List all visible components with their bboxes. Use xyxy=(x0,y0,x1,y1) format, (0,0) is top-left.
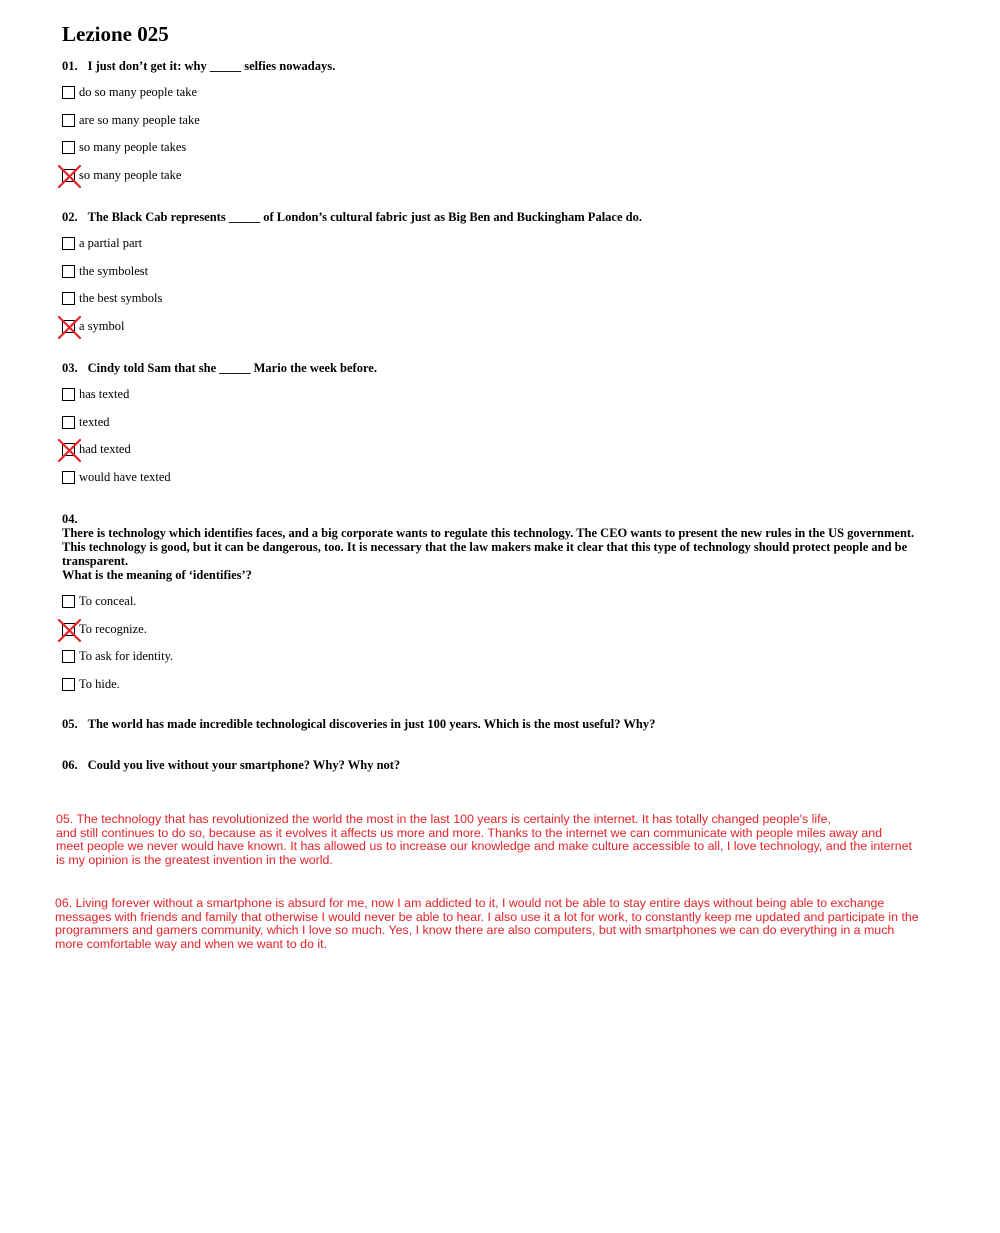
checkbox[interactable] xyxy=(62,320,75,333)
answer-option[interactable] xyxy=(62,469,942,485)
checkbox[interactable] xyxy=(62,114,75,127)
answer-option[interactable] xyxy=(62,236,942,252)
question-number: 02. xyxy=(62,210,78,224)
question-06 xyxy=(62,758,942,772)
option-label: texted xyxy=(79,414,110,429)
question-number: 01. xyxy=(62,59,78,73)
option-label: had texted xyxy=(79,442,131,456)
checkbox[interactable] xyxy=(62,595,75,608)
answer-line: is my opinion is the greatest invention in the world. xyxy=(56,852,333,867)
checkbox[interactable] xyxy=(62,416,75,429)
checkbox[interactable] xyxy=(62,265,75,278)
question-number: 03. xyxy=(62,361,78,375)
question-text xyxy=(62,758,942,772)
checkbox[interactable] xyxy=(62,237,75,250)
answer-line: programmers and gamers community, which I love so much. Yes, I know there are also computers, but with smartphones we can do everything in a much xyxy=(55,923,895,938)
checkbox[interactable] xyxy=(62,471,75,484)
option-label: do so many people take xyxy=(79,85,198,99)
checkbox[interactable] xyxy=(62,86,75,99)
checkbox[interactable] xyxy=(62,650,75,663)
question-03 xyxy=(62,361,942,485)
option-label: so many people takes xyxy=(79,140,187,154)
answer-line: and still continues to do so, because as it evolves it affects us more and more. Thanks to the internet we can communicate with people miles away and xyxy=(56,825,883,840)
x-mark-icon xyxy=(57,315,82,340)
question-prompt: What is the meaning of ‘identifies’? xyxy=(62,568,252,582)
answer-line: meet people we never would have known. It has allowed us to increase our knowledge and make culture accessible to all, I love technology, and the internet xyxy=(56,839,912,854)
option-label: To hide. xyxy=(79,676,120,691)
answer-option[interactable] xyxy=(62,318,942,334)
question-01 xyxy=(62,59,942,183)
option-label: To recognize. xyxy=(79,621,147,636)
option-label: a partial part xyxy=(79,236,143,250)
checkbox[interactable] xyxy=(62,141,75,154)
option-label: To ask for identity. xyxy=(79,649,174,663)
x-mark-icon xyxy=(57,438,82,463)
question-05 xyxy=(62,717,942,731)
reading-passage-line: There is technology which identifies faces, and a big corporate wants to regulate this technology. The CEO wants to present the new rules in the US government. xyxy=(62,526,915,540)
question-number: 05. xyxy=(62,717,78,731)
option-label: the symbolest xyxy=(79,263,149,278)
option-label: so many people take xyxy=(79,167,182,182)
answer-option[interactable] xyxy=(62,167,942,183)
question-text xyxy=(62,59,942,73)
answer-option[interactable] xyxy=(62,140,942,156)
answer-option[interactable] xyxy=(62,387,942,403)
question-text xyxy=(62,717,942,731)
question-stem: I just don’t get it: why _____ selfies nowadays. xyxy=(87,59,336,73)
option-label: a symbol xyxy=(79,318,125,333)
option-label: To conceal. xyxy=(79,594,137,608)
answer-option[interactable] xyxy=(62,291,942,307)
option-label: would have texted xyxy=(79,469,171,484)
reading-passage-line: This technology is good, but it can be dangerous, too. It is necessary that the law makers make it clear that this type of technology should protect people and be transparent. xyxy=(62,540,908,568)
x-mark-icon xyxy=(57,618,82,643)
answer-option[interactable] xyxy=(62,112,942,128)
question-stem: Cindy told Sam that she _____ Mario the week before. xyxy=(87,361,377,375)
answer-option[interactable] xyxy=(62,676,942,692)
checkbox[interactable] xyxy=(62,623,75,636)
answer-06-text xyxy=(55,897,995,951)
page-title: Lezione 025 xyxy=(62,22,169,46)
question-number: 06. xyxy=(62,758,78,772)
question-text xyxy=(62,512,942,582)
checkbox[interactable] xyxy=(62,388,75,401)
question-04 xyxy=(62,512,942,692)
checkbox[interactable] xyxy=(62,678,75,691)
answer-line: 05. The technology that has revolutionized the world the most in the last 100 years is certainly the internet. It has totally changed people's life, xyxy=(56,812,831,826)
answer-option[interactable] xyxy=(62,594,942,610)
answer-option[interactable] xyxy=(62,649,942,665)
answer-option[interactable] xyxy=(62,442,942,458)
answer-option[interactable] xyxy=(62,263,942,279)
answer-option[interactable] xyxy=(62,414,942,430)
question-text xyxy=(62,210,942,224)
checkbox[interactable] xyxy=(62,443,75,456)
x-mark-icon xyxy=(57,164,82,189)
answer-line: 06. Living forever without a smartphone is absurd for me, now I am addicted to it, I would not be able to stay entire days without being able to exchange xyxy=(55,896,885,910)
question-stem: The Black Cab represents _____ of London’s cultural fabric just as Big Ben and Buckingham Palace do. xyxy=(87,210,642,224)
question-02 xyxy=(62,210,942,334)
question-stem: The world has made incredible technological discoveries in just 100 years. Which is the most useful? Why? xyxy=(87,717,656,731)
answer-line: messages with friends and family that otherwise I would never be able to hear. I also use it a lot for work, to constantly keep me updated and participate in the xyxy=(55,909,919,924)
answer-line: more comfortable way and when we want to do it. xyxy=(55,936,328,951)
option-label: has texted xyxy=(79,387,130,401)
answer-option[interactable] xyxy=(62,621,942,637)
question-text xyxy=(62,361,942,375)
option-label: the best symbols xyxy=(79,291,163,305)
question-number: 04. xyxy=(62,512,78,526)
question-stem: Could you live without your smartphone? Why? Why not? xyxy=(87,758,401,772)
option-label: are so many people take xyxy=(79,112,200,127)
checkbox[interactable] xyxy=(62,292,75,305)
answer-05-text xyxy=(56,813,996,867)
checkbox[interactable] xyxy=(62,169,75,182)
answer-option[interactable] xyxy=(62,85,942,101)
